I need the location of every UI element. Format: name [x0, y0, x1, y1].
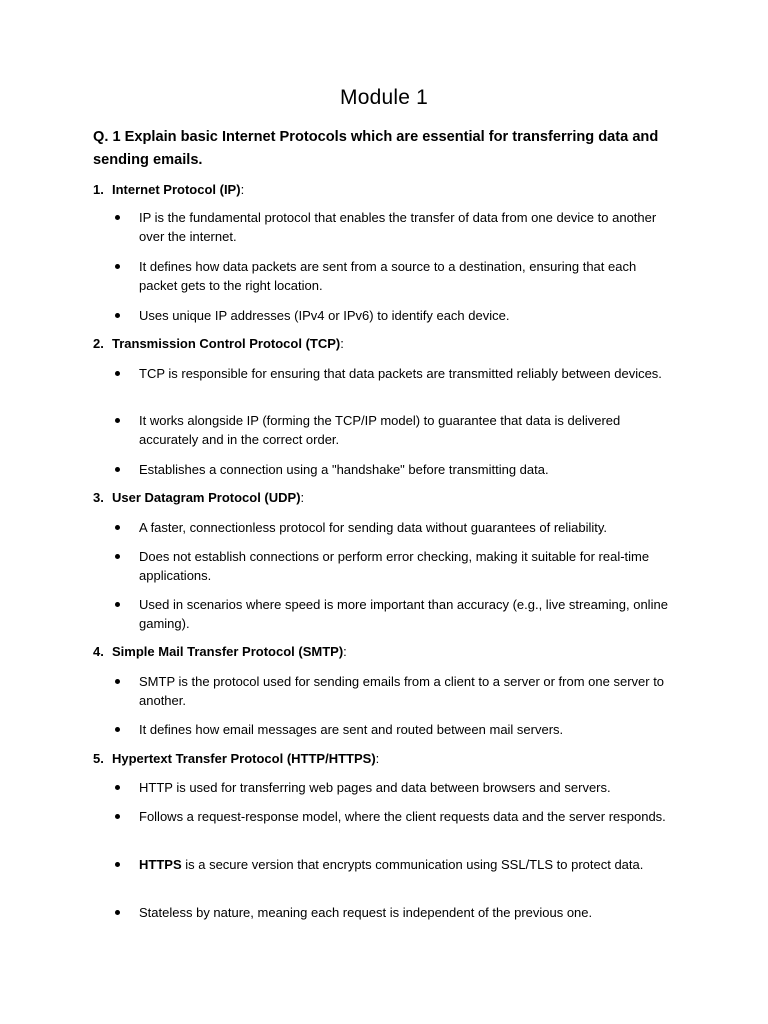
- section-colon: :: [343, 644, 347, 659]
- bullet-dot-icon: [115, 602, 120, 607]
- section-title: Simple Mail Transfer Protocol (SMTP): [112, 644, 344, 659]
- section-colon: :: [240, 182, 245, 197]
- bullet-dot-icon: [115, 371, 120, 376]
- section-title: Transmission Control Protocol (TCP): [112, 336, 341, 351]
- bullet-dot-icon: [115, 910, 120, 915]
- bullet-body: IP is the fundamental protocol that enables the transfer of data from one device to another over the internet.: [139, 210, 657, 244]
- bullet-item: [115, 672, 675, 710]
- bullet-body: Does not establish connections or perform error checking, making it suitable for real-time applications.: [139, 549, 650, 583]
- bullet-bold-term: HTTPS: [139, 857, 182, 872]
- bullet-body: A faster, connectionless protocol for sending data without guarantees of reliability.: [139, 520, 608, 535]
- bullet-item: [115, 257, 675, 295]
- bullet-item: [115, 778, 675, 797]
- section-number: 5.: [93, 751, 104, 766]
- bullet-item: [115, 306, 675, 325]
- bullet-item: [115, 903, 675, 922]
- bullet-dot-icon: [115, 525, 120, 530]
- bullet-text: [139, 855, 675, 874]
- bullet-body: It defines how data packets are sent from a source to a destination, ensuring that each packet gets to the right location.: [139, 259, 637, 293]
- bullet-body: Used in scenarios where speed is more important than accuracy (e.g., live streaming, online gaming).: [139, 597, 668, 631]
- bullet-text: [139, 306, 675, 325]
- bullet-dot-icon: [115, 679, 120, 684]
- bullet-body: Uses unique IP addresses (IPv4 or IPv6) to identify each device.: [139, 308, 510, 323]
- bullet-text: [139, 672, 675, 710]
- section-heading: [93, 751, 379, 766]
- bullet-dot-icon: [115, 418, 120, 423]
- bullet-item: [115, 364, 675, 383]
- bullet-dot-icon: [115, 467, 120, 472]
- bullet-item: [115, 547, 675, 585]
- bullet-body: Stateless by nature, meaning each request is independent of the previous one.: [139, 905, 593, 920]
- bullet-text: [139, 903, 675, 922]
- bullet-dot-icon: [115, 554, 120, 559]
- bullet-body: Establishes a connection using a "handshake" before transmitting data.: [139, 462, 549, 477]
- bullet-item: [115, 518, 675, 537]
- question-text: Q. 1 Explain basic Internet Protocols which are essential for transferring data and sending emails.: [93, 129, 659, 168]
- bullet-dot-icon: [115, 215, 120, 220]
- section-heading: [93, 490, 304, 505]
- bullet-dot-icon: [115, 264, 120, 269]
- bullet-text: [139, 518, 675, 537]
- bullet-body: TCP is responsible for ensuring that data packets are transmitted reliably between devices.: [139, 366, 662, 381]
- bullet-body: SMTP is the protocol used for sending emails from a client to a server or from one server to another.: [139, 674, 665, 708]
- bullet-text: [139, 257, 675, 295]
- bullet-text: [139, 778, 675, 797]
- bullet-dot-icon: [115, 313, 120, 318]
- bullet-body: HTTP is used for transferring web pages and data between browsers and servers.: [139, 780, 611, 795]
- section-title: User Datagram Protocol (UDP): [112, 490, 301, 505]
- bullet-item: [115, 460, 675, 479]
- section-title: Internet Protocol (IP): [112, 182, 241, 197]
- bullet-body: It defines how email messages are sent and routed between mail servers.: [139, 722, 564, 737]
- bullet-body: It works alongside IP (forming the TCP/IP model) to guarantee that data is delivered accurately and in the correct order.: [139, 413, 621, 447]
- bullet-item: [115, 595, 675, 633]
- section-number: 3.: [93, 490, 104, 505]
- bullet-text: [139, 364, 675, 383]
- section-heading: [93, 336, 344, 351]
- bullet-item: [115, 720, 675, 739]
- bullet-dot-icon: [115, 727, 120, 732]
- section-number: 4.: [93, 644, 104, 659]
- bullet-text: [139, 208, 675, 246]
- bullet-item: [115, 807, 675, 826]
- bullet-dot-icon: [115, 862, 120, 867]
- bullet-item: [115, 411, 675, 449]
- page-title: Module 1: [340, 86, 428, 109]
- bullet-text: [139, 807, 675, 826]
- bullet-body: is a secure version that encrypts communication using SSL/TLS to protect data.: [181, 857, 644, 872]
- bullet-dot-icon: [115, 785, 120, 790]
- bullet-text: [139, 720, 675, 739]
- bullet-item: [115, 208, 675, 246]
- section-number: 2.: [93, 336, 104, 351]
- section-colon: :: [375, 751, 380, 766]
- section-colon: :: [340, 336, 344, 351]
- bullet-text: [139, 595, 675, 633]
- section-number: 1.: [93, 182, 104, 197]
- bullet-dot-icon: [115, 814, 120, 819]
- bullet-text: [139, 411, 675, 449]
- bullet-text: [139, 547, 675, 585]
- bullet-text: [139, 460, 675, 479]
- bullet-body: Follows a request-response model, where the client requests data and the server responds.: [139, 809, 666, 824]
- section-heading: [93, 644, 347, 659]
- section-colon: :: [300, 490, 305, 505]
- section-heading: [93, 182, 244, 197]
- bullet-item: [115, 855, 675, 874]
- section-title: Hypertext Transfer Protocol (HTTP/HTTPS): [112, 751, 376, 766]
